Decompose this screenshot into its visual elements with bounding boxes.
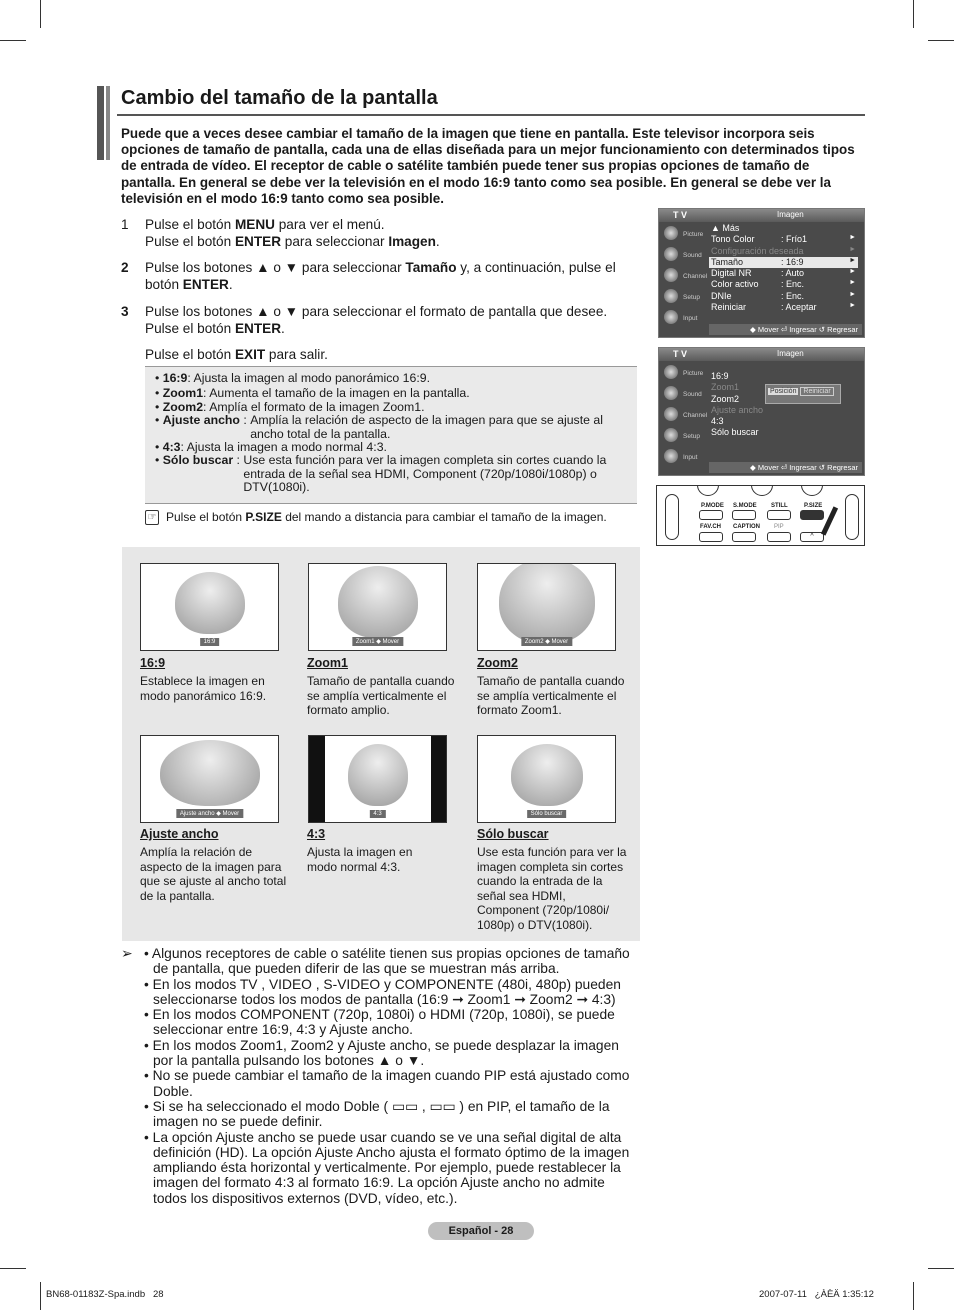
popup-posicion[interactable]: Posición <box>770 388 797 395</box>
row-value: : Aceptar <box>781 302 817 313</box>
page-number-badge: Español - 28 <box>428 1222 534 1240</box>
size-options-box <box>145 366 637 504</box>
crop-mark <box>0 40 26 41</box>
channel-icon <box>664 268 678 282</box>
option-text: Amplía la relación de aspecto de la imagen para que se ajuste al ancho total de la pantalla. <box>250 413 603 441</box>
menu-rows <box>709 223 858 313</box>
size-option-16-9[interactable] <box>709 371 858 382</box>
row-label: 16:9 <box>711 371 729 381</box>
crop-mark <box>913 0 914 28</box>
preview-zoom1 <box>308 563 447 651</box>
preview-title: Ajuste ancho <box>140 827 219 841</box>
sidebar-item-picture[interactable] <box>661 223 705 244</box>
option-label: Zoom2 <box>162 399 204 414</box>
step-text: Pulse los botones ▲ o ▼ para seleccionar <box>145 260 406 275</box>
option-label: Sólo buscar <box>162 453 234 468</box>
hand-note-icon: ☞ <box>145 510 159 525</box>
balloon-image <box>499 563 595 644</box>
row-value: : Enc. <box>781 279 805 290</box>
title-accent-bar <box>106 86 110 160</box>
arrow-right-icon: ► <box>849 245 856 253</box>
row-label: Tamaño <box>711 256 744 267</box>
sidebar-label: Input <box>683 454 698 461</box>
input-icon <box>664 449 678 463</box>
menu-row-dnie[interactable] <box>709 291 858 302</box>
pip-button[interactable] <box>767 532 791 542</box>
sidebar-item-sound[interactable] <box>661 244 705 265</box>
channel-icon <box>664 407 678 421</box>
setup-icon <box>664 428 678 442</box>
arrow-right-icon: ► <box>849 279 856 287</box>
option-text: Ajusta la imagen a modo normal 4:3. <box>186 440 387 455</box>
menu-rows <box>709 371 858 439</box>
sidebar-label: Sound <box>683 391 702 398</box>
footer-timestamp: 2007-07-11 ¿ÀÈÄ 1:35:12 <box>759 1289 874 1300</box>
key-menu: MENU <box>234 217 275 232</box>
size-option-ajuste-ancho[interactable] <box>709 405 858 416</box>
preview-description: Ajusta la imagen en modo normal 4:3. <box>307 845 413 874</box>
label-pip: PIP <box>774 524 784 530</box>
note-item: • La opción Ajuste ancho se puede usar cuando se ve una señal digital de alta definición (HD). La opción Ajuste Ancho ajusta el formato óptimo de la imagen ampliando ésta horizontal y verticalmente. Por ejemplo, puede restablecer la imagen del formato 4:3 al formato 16:9. La opción Ajuste ancho no admite todos los dispositivos externos (DVD, vídeo, etc.). <box>144 1129 630 1206</box>
crop-mark <box>0 1268 26 1269</box>
arrow-right-icon: ► <box>849 268 856 276</box>
preview-description: Amplía la relación de aspecto de la imagen para que se ajuste al ancho total de la pantalla. <box>140 845 287 903</box>
option-sep: : <box>203 386 210 401</box>
step-text: para salir. <box>265 347 328 362</box>
page-title: Cambio del tamaño de la pantalla <box>121 87 438 109</box>
crop-mark <box>913 1282 914 1310</box>
remote-round-button[interactable] <box>697 485 719 496</box>
preview-caption: Sólo buscar <box>527 810 567 818</box>
size-option-solo-buscar[interactable] <box>709 427 858 438</box>
label-smode: S.MODE <box>733 503 757 509</box>
sidebar-item-setup[interactable] <box>661 286 705 307</box>
step-text: Pulse el botón <box>145 321 235 336</box>
option-solo-buscar: • Sólo buscar : Use esta función para ver la imagen completa sin cortes cuando la entrada de la señal sea HDMI, Component (720p/1080i/1080p) o DTV(1080i). <box>155 454 629 494</box>
label-favch: FAV.CH <box>700 524 722 530</box>
preview-16-9 <box>140 563 279 651</box>
note-text: Pulse el botón <box>166 510 246 524</box>
option-text: Use esta función para ver la imagen completa sin cortes cuando la entrada de la señal sea HDMI, Component (720p/1080i/1080p) o DTV(1080i). <box>243 453 607 495</box>
row-label: Digital NR <box>711 268 752 279</box>
preview-title: Zoom1 <box>307 656 348 670</box>
note-item: • En los modos TV , VIDEO , S-VIDEO y COMPONENTE (480i, 480p) pueden seleccionarse todos los modos de pantalla (16:9 ➞ Zoom1 ➞ Zoom2 ➞ 4:3) <box>144 976 621 1007</box>
row-value: : 16:9 <box>781 256 804 267</box>
balloon-image <box>175 572 245 634</box>
menu-title: Imagen <box>777 210 804 219</box>
caption-button[interactable] <box>732 532 756 542</box>
option-sep: : <box>239 413 251 428</box>
row-label: Configuración deseada <box>711 245 804 256</box>
menu-row-tamano[interactable] <box>709 257 858 268</box>
sidebar-item-setup[interactable] <box>661 425 705 446</box>
channel-up-button[interactable]: ^ <box>800 532 824 542</box>
step-number: 1 <box>121 217 129 232</box>
option-zoom2: • Zoom2 : Amplía el formato de la imagen Zoom1. <box>155 399 425 414</box>
menu-row-mas[interactable] <box>709 223 858 234</box>
still-button[interactable] <box>767 510 791 520</box>
menu-imagen: Imagen <box>388 234 436 249</box>
preview-description: Establece la imagen en modo panorámico 16:9. <box>140 674 267 703</box>
step-3 <box>121 303 631 337</box>
row-label: Color activo <box>711 279 759 290</box>
sidebar-label: Picture <box>683 370 704 377</box>
step-number: 2 <box>121 260 129 275</box>
step-text: Pulse el botón <box>145 234 235 249</box>
row-label: Reiniciar <box>711 302 747 313</box>
key-psize: P.SIZE <box>245 510 282 524</box>
preview-solo-buscar <box>477 735 616 823</box>
label-still: STILL <box>771 503 788 509</box>
option-zoom1: • Zoom1 : Aumenta el tamaño de la imagen en la pantalla. <box>155 386 470 401</box>
crop-mark <box>40 1282 41 1310</box>
title-rule <box>117 114 865 116</box>
menu-row-digital-nr[interactable] <box>709 268 858 279</box>
sidebar-label: Picture <box>683 231 704 238</box>
sidebar-label: Setup <box>683 294 700 301</box>
step-1 <box>121 216 631 250</box>
title-accent-bar <box>97 86 104 160</box>
balloon-image <box>511 744 583 806</box>
balloon-image <box>160 740 260 806</box>
preview-description: Tamaño de pantalla cuando se amplía verticalmente el formato Zoom1. <box>477 674 625 717</box>
crop-mark <box>40 0 41 28</box>
menu-row-color-activo[interactable] <box>709 279 858 290</box>
preview-caption: Ajuste ancho ◆ Mover <box>176 809 243 818</box>
option-text: Amplía el formato de la imagen Zoom1. <box>209 399 425 414</box>
option-label: 4:3 <box>162 440 181 455</box>
sidebar-item-sound[interactable] <box>661 383 705 404</box>
sidebar-item-input[interactable] <box>661 446 705 467</box>
menu-tamano: Tamaño <box>405 260 457 275</box>
menu-footer: ◆ Mover ⏎ Ingresar ↺ Regresar <box>709 324 862 335</box>
preview-caption: 16:9 <box>200 638 220 646</box>
sidebar-label: Setup <box>683 433 700 440</box>
sidebar-label: Input <box>683 315 698 322</box>
step-text: . <box>228 277 233 292</box>
sound-icon <box>664 247 678 261</box>
row-value: : Auto <box>781 268 805 279</box>
preview-caption: Zoom1 ◆ Mover <box>352 637 403 646</box>
option-text: Ajusta la imagen al modo panorámico 16:9. <box>193 371 431 385</box>
sidebar-label: Channel <box>683 273 708 280</box>
arrow-right-icon: ► <box>849 302 856 310</box>
remote-round-button[interactable] <box>801 485 823 496</box>
row-label: Ajuste ancho <box>711 404 764 415</box>
menu-sidebar <box>661 362 708 467</box>
step-text: Pulse el botón <box>145 217 235 232</box>
step-number: 3 <box>121 304 129 319</box>
crop-mark <box>928 40 954 41</box>
remote-side-button[interactable] <box>845 494 859 540</box>
row-label: Zoom1 <box>711 382 740 393</box>
arrow-right-icon: ► <box>849 256 856 264</box>
menu-tv-label: T V <box>673 210 688 220</box>
menu-tv-label: T V <box>673 349 688 359</box>
option-label: 16:9 <box>162 371 188 385</box>
option-16-9: • 16:9 : Ajusta la imagen al modo panorámico 16:9. <box>155 371 431 385</box>
picture-icon <box>664 226 678 240</box>
option-sep: : <box>180 440 187 455</box>
input-icon <box>664 310 678 324</box>
row-label: Tono Color <box>711 234 755 245</box>
label-caption: CAPTION <box>733 524 760 530</box>
row-label: ▲ Más <box>711 223 740 233</box>
note-arrow-icon: ➢ <box>121 945 133 961</box>
note-text: del mando a distancia para cambiar el tamaño de la imagen. <box>281 510 607 524</box>
option-4-3: • 4:3 : Ajusta la imagen a modo normal 4:3. <box>155 440 387 455</box>
remote-round-button[interactable] <box>751 485 773 496</box>
preview-description: Use esta función para ver la imagen completa sin cortes cuando la entrada de la señal sea HDMI, Component (720p/1080i/ 1080p) o DTV(1080i). <box>477 845 627 932</box>
option-ajuste-ancho: • Ajuste ancho : Amplía la relación de aspecto de la imagen para que se ajuste al ancho total de la pantalla. <box>155 414 629 441</box>
sidebar-label: Sound <box>683 252 702 259</box>
favch-button[interactable] <box>699 532 723 542</box>
option-label: Ajuste ancho <box>162 413 240 428</box>
size-gallery <box>122 547 640 941</box>
preview-caption: 4:3 <box>369 810 385 818</box>
step-text: para seleccionar <box>281 234 389 249</box>
step-2 <box>121 259 631 293</box>
key-enter: ENTER <box>234 234 282 249</box>
row-label: Zoom2 <box>711 393 740 404</box>
row-label: Sólo buscar <box>711 427 759 438</box>
sidebar-item-input[interactable] <box>661 307 705 328</box>
note-item: • Algunos receptores de cable o satélite tienen sus propias opciones de tamaño de pantalla, que pueden diferir de las que se muestran más arriba. <box>144 946 630 977</box>
menu-sidebar <box>661 223 708 328</box>
arrow-right-icon: ► <box>849 234 856 242</box>
step-text: para ver el menú. <box>274 217 385 232</box>
row-value: : Frío1 <box>781 234 808 245</box>
popup-reiniciar[interactable]: Reiniciar <box>800 387 833 396</box>
step-text: Pulse el botón <box>145 347 235 362</box>
option-sep: : <box>203 399 210 414</box>
balloon-image <box>338 566 418 638</box>
label-pmode: P.MODE <box>701 503 724 509</box>
step-text: Pulse los botones ▲ o ▼ para seleccionar el formato de pantalla que desee. <box>145 304 608 319</box>
picture-icon <box>664 365 678 379</box>
notes-list <box>121 946 641 1206</box>
row-label: DNIe <box>711 290 732 301</box>
smode-button[interactable] <box>732 510 756 520</box>
preview-description: Tamaño de pantalla cuando se amplía verticalmente el formato amplio. <box>307 674 455 717</box>
sidebar-item-picture[interactable] <box>661 362 705 383</box>
size-option-4-3[interactable] <box>709 416 858 427</box>
remote-control <box>656 485 865 546</box>
note-item: • En los modos Zoom1, Zoom2 y Ajuste ancho, se puede desplazar la imagen por la pantalla pulsando los botones ▲ o ▼. <box>144 1037 619 1069</box>
sound-icon <box>664 386 678 400</box>
preview-zoom2 <box>477 563 616 651</box>
preview-ajuste-ancho <box>140 735 279 823</box>
preview-4-3 <box>308 735 447 823</box>
label-psize: P.SIZE <box>804 503 823 509</box>
tv-menu-imagen <box>658 208 865 338</box>
note-item: • No se puede cambiar el tamaño de la imagen cuando PIP está ajustado como Doble. <box>144 1068 630 1099</box>
menu-row-tono-color[interactable] <box>709 234 858 245</box>
option-sep: : <box>233 453 244 468</box>
option-sep: : <box>187 371 194 385</box>
zoom-popup <box>765 384 841 404</box>
menu-footer: ◆ Mover ⏎ Ingresar ↺ Regresar <box>709 462 862 473</box>
row-label: 4:3 <box>711 416 724 427</box>
menu-title: Imagen <box>777 349 804 358</box>
tv-menu-tamano <box>658 347 865 476</box>
preview-title: Zoom2 <box>477 656 518 670</box>
key-enter: ENTER <box>234 321 282 336</box>
pmode-button[interactable] <box>699 510 723 520</box>
key-enter: ENTER <box>182 277 229 292</box>
preview-title: 4:3 <box>307 827 326 841</box>
setup-icon <box>664 289 678 303</box>
step-text: . <box>435 234 440 249</box>
note-item: • Si se ha seleccionado el modo Doble ( ▭▭ , ▭▭ ) en PIP, el tamaño de la imagen no se puede definir. <box>144 1098 610 1130</box>
psize-note <box>145 510 635 525</box>
sidebar-item-channel[interactable] <box>661 404 708 425</box>
footer-file: BN68-01183Z-Spa.indb 28 <box>46 1289 164 1300</box>
remote-side-button[interactable] <box>665 494 679 540</box>
psize-button[interactable] <box>800 510 824 520</box>
balloon-image <box>348 744 408 806</box>
preview-title: 16:9 <box>140 656 166 670</box>
sidebar-item-channel[interactable] <box>661 265 708 286</box>
row-value: : Enc. <box>781 290 805 301</box>
menu-row-configuracion[interactable] <box>709 246 858 257</box>
option-label: Zoom1 <box>162 386 204 401</box>
menu-header <box>659 348 864 361</box>
step-exit <box>121 346 631 363</box>
menu-header <box>659 209 864 222</box>
option-text: Aumenta el tamaño de la imagen en la pantalla. <box>209 386 470 401</box>
preview-caption: Zoom2 ◆ Mover <box>521 637 572 646</box>
arrow-right-icon: ► <box>849 290 856 298</box>
sidebar-label: Channel <box>683 412 708 419</box>
note-item: • En los modos COMPONENT (720p, 1080i) o HDMI (720p, 1080i), se puede seleccionar entre 16:9, 4:3 y Ajuste ancho. <box>144 1007 615 1038</box>
intro-paragraph: Puede que a veces desee cambiar el tamaño de la imagen que tiene en pantalla. Este televisor incorpora seis opciones de tamaño de pantalla, cada una de ellas diseñada para un mejor funcionamiento con determinados tipos de entrada de vídeo. El receptor de cable o satélite también puede tener sus propias opciones de tamaño de pantalla. En general se debe ver la televisión en el modo 16:9 tanto como sea posible. En general se debe ver la televisión en el modo 16:9 tanto como sea posible. <box>121 126 855 206</box>
key-exit: EXIT <box>234 347 266 362</box>
preview-title: Sólo buscar <box>477 827 549 841</box>
step-text: . <box>281 321 285 336</box>
menu-row-reiniciar[interactable] <box>709 302 858 313</box>
step-text: y, a continuación, pulse el botón <box>145 260 616 292</box>
crop-mark <box>928 1268 954 1269</box>
